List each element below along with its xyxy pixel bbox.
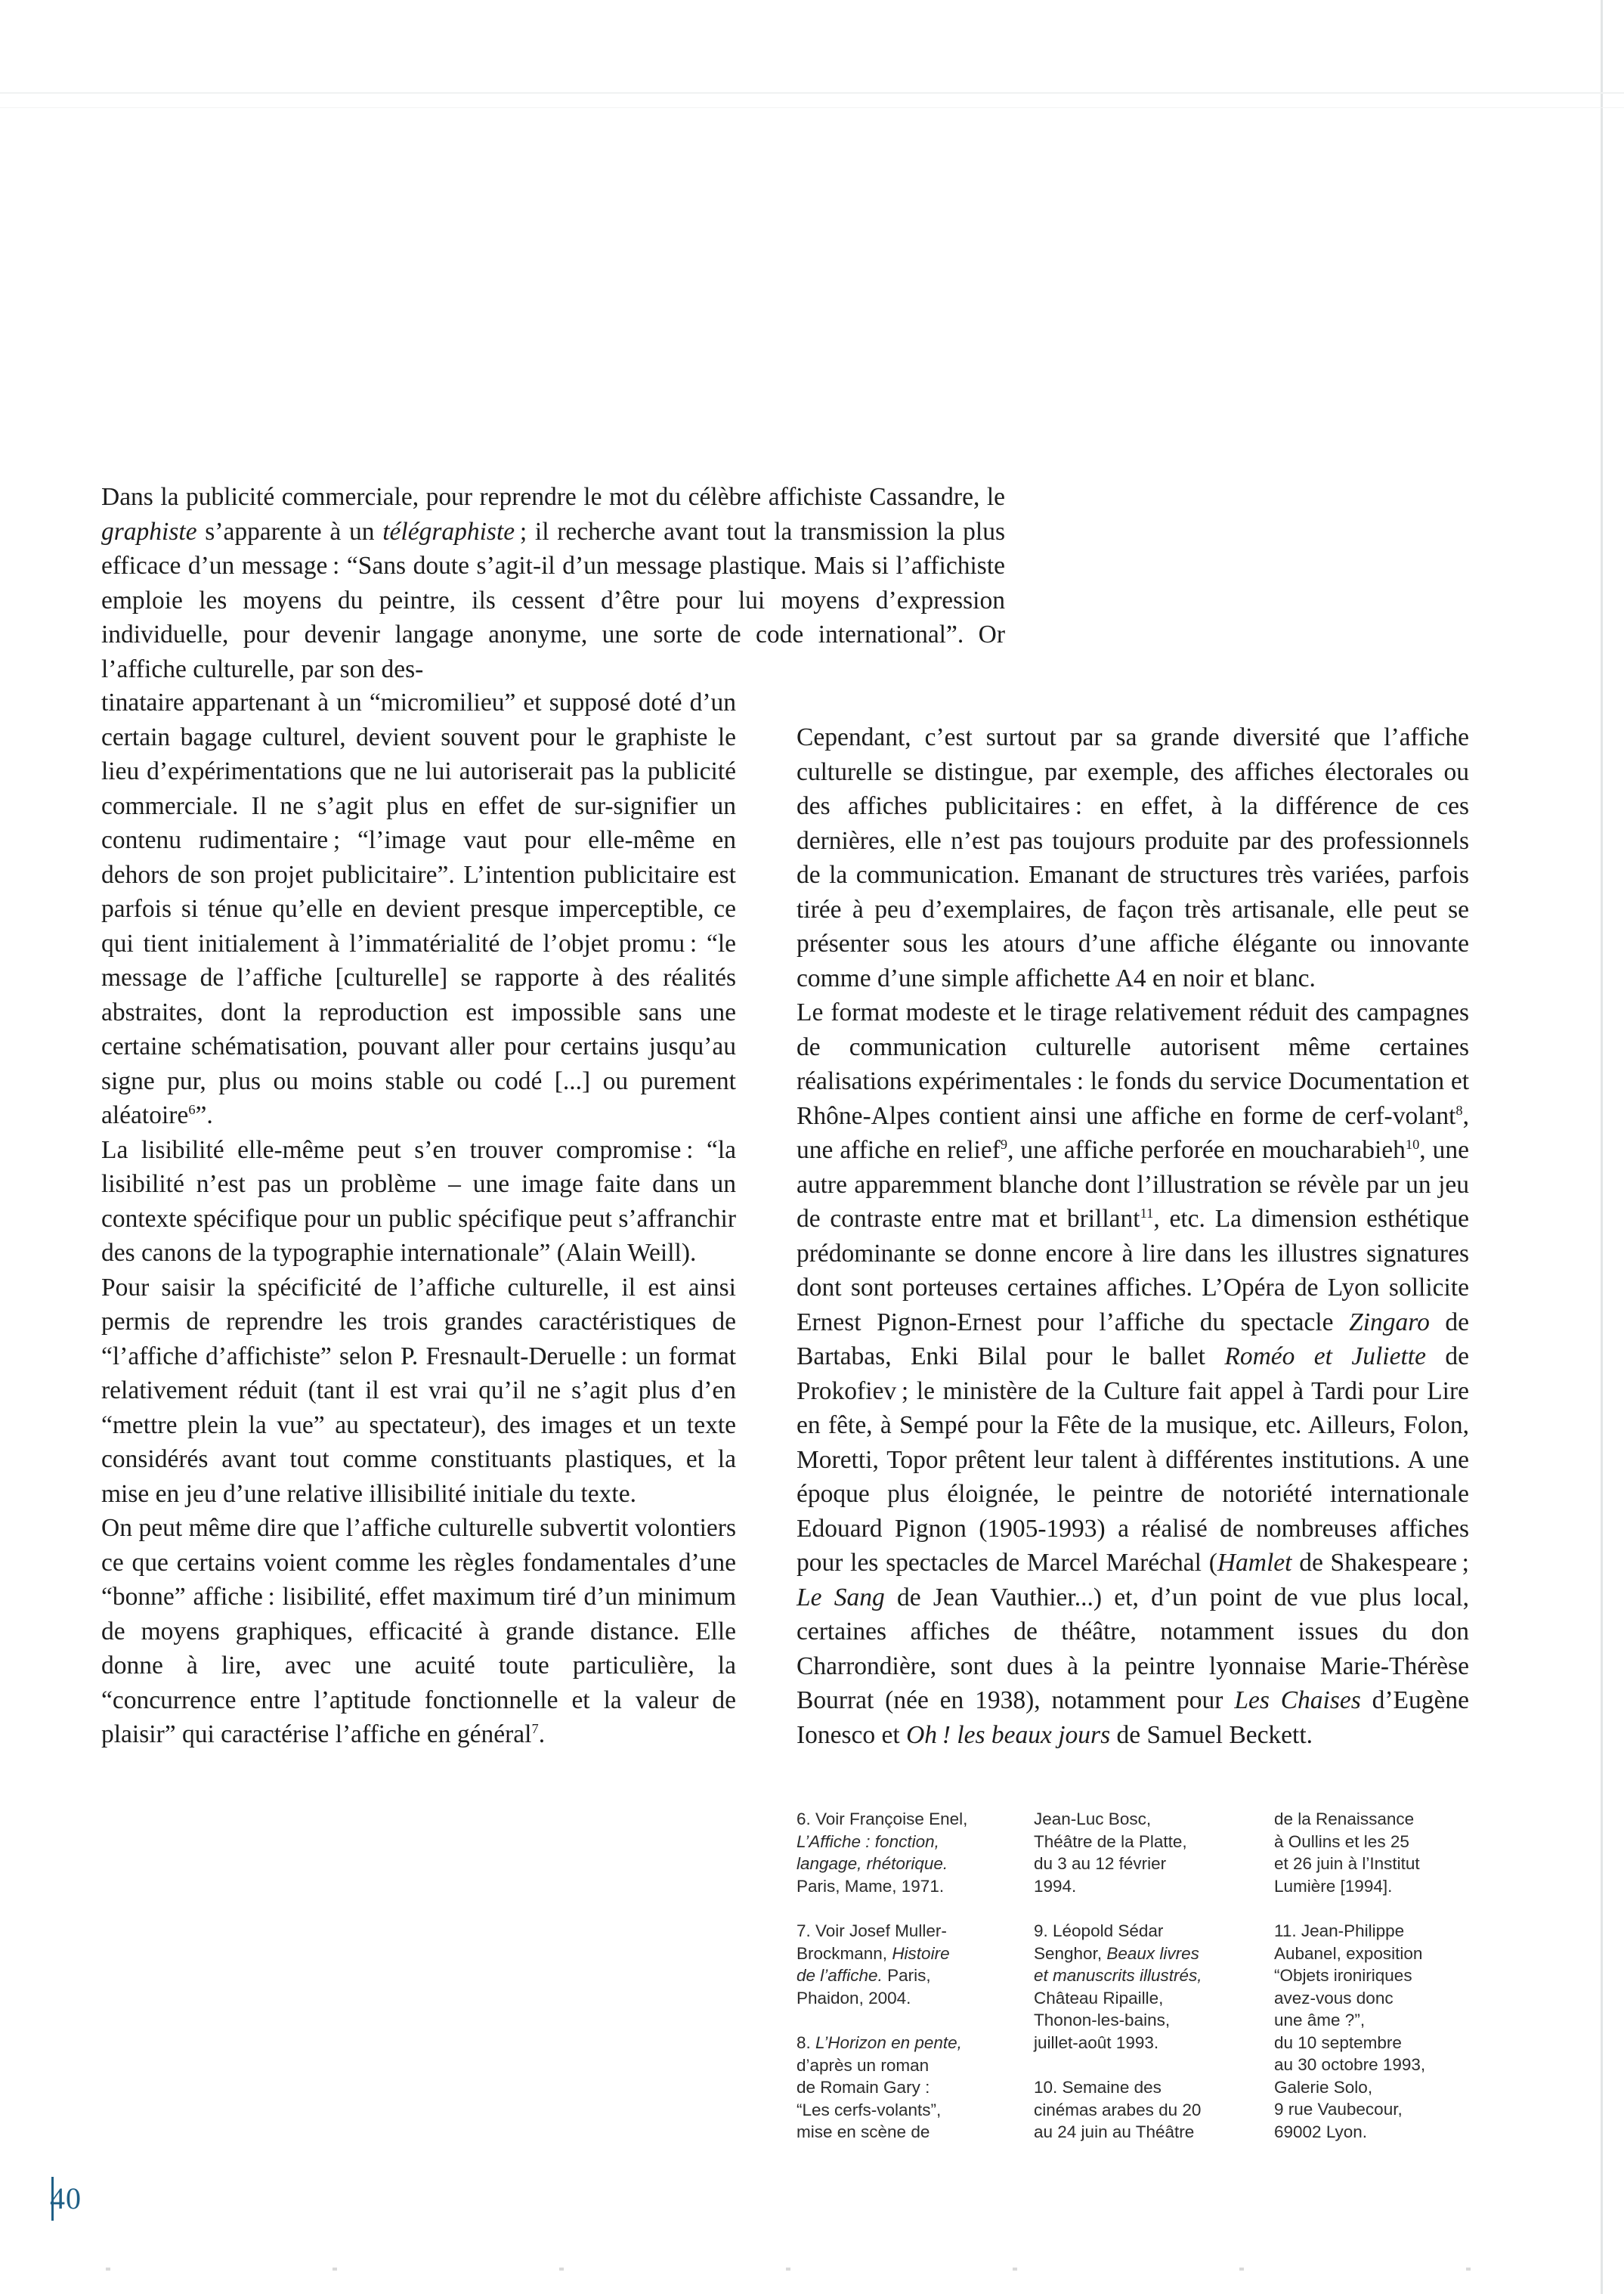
footnote-6: 6. Voir Françoise Enel, L’Affiche : fonction, langage, rhétorique. Paris, Mame, 1971. [797, 1810, 968, 1896]
footnote-9: 9. Léopold Sédar Senghor, Beaux livres et manuscrits illustrés, Château Ripaille, Thonon-les-bains, juillet-août 1993. [1034, 1921, 1202, 2052]
footnote-8: 8. L’Horizon en pente, d’après un roman de Romain Gary : “Les cerfs-volants”, mise en scène de [797, 2033, 962, 2141]
footnote-11: 11. Jean-Philippe Aubanel, exposition “Objets ironiriques avez-vous donc une âme ?”, du 10 septembre au 30 octobre 1993, Galerie Solo, 9 rue Vaubecour, 69002 Lyon. [1274, 1921, 1426, 2141]
footnotes-column-2 [1034, 1808, 1253, 2144]
footnote-10-continued: de la Renaissance à Oullins et les 25 et 26 juin à l’Institut Lumière [1994]. [1274, 1810, 1420, 1896]
footnote-8-continued: Jean-Luc Bosc, Théâtre de la Platte, du 3 au 12 février 1994. [1034, 1810, 1187, 1896]
footnotes-column-1 [797, 1808, 1016, 2144]
footnotes-column-3 [1274, 1808, 1501, 2143]
right-column-text: Cependant, c’est surtout par sa grande diversité que l’affiche culturelle se distingue, par exemple, des affiches électorales ou des affiches publicitaires : en effet, à la différence de ces dernières, elle n’est pas toujours produite par des professionnels de la communication. Emanant de structures très variées, parfois tirée à peu d’exemplaires, de façon très artisanale, elle peut se présenter sous les atours d’une affiche élégante ou innovante comme d’une simple affichette A4 en noir et blanc. Le format modeste et le tirage relativement réduit des campagnes de communication culturelle autorisent même certaines réalisations expérimentales : le fonds du service Documentation et Rhône-Alpes contient ainsi une affiche en forme de cerf-volant$^8$, une affiche en relief$^9$, une affiche perforée en moucharabieh$^{10}$, une autre apparemment blanche dont l’illustration se révèle par un jeu de contraste entre mat et brillant$^{11}$, etc. La dimension esthétique prédominante se donne encore à lire dans les illustres signatures dont sont porteuses certaines affiches. L’Opéra de Lyon sollicite Ernest Pignon-Ernest pour l’affiche du spectacle Zingaro de Bartabas, Enki Bilal pour le ballet Roméo et Juliette de Prokofiev ; le ministère de la Culture fait appel à Tardi pour Lire en fête, à Sempé pour la Fête de la musique, etc. Ailleurs, Folon, Moretti, Topor prêtent leur talent à différentes institutions. A une époque plus éloignée, le peintre de notoriété internationale Edouard Pignon (1905-1993) a réalisé de nombreuses affiches pour les spectacles de Marcel Maréchal (Hamlet de Shakespeare ; Le Sang de Jean Vauthier...) et, d’un point de vue plus local, certaines affiches de théâtre, notamment issues du don Charrondière, sont dues à la peintre lyonnaise Marie-Thérèse Bourrat (née en 1938), notamment pour Les Chaises d’Eugène Ionesco et Oh ! les beaux jours de Samuel Beckett. [797, 723, 1470, 1749]
footnote-10: 10. Semaine des cinémas arabes du 20 au 24 juin au Théâtre [1034, 2078, 1202, 2141]
intro-paragraph: Dans la publicité commerciale, pour reprendre le mot du célèbre affichiste Cassandre, le graphiste s’apparente à un télégraphiste ; il recherche avant tout la transmission la plus efficace d’un message : “Sans doute s’agit-il d’un message plastique. Mais si l’affichiste emploie les moyens du peintre, ils cessent d’être pour lui moyens d’expression individuelle, pour devenir langage anonyme, une sorte de code international”. Or l’affiche culturelle, par son des- [101, 483, 1005, 683]
page-number: 40 [50, 2181, 82, 2215]
footnote-7: 7. Voir Josef Muller- Brockmann, Histoire de l’affiche. Paris, Phaidon, 2004. [797, 1921, 950, 2008]
scan-rule-secondary [0, 107, 1624, 108]
left-column-text: tinataire appartenant à un “micromilieu” et supposé doté d’un certain bagage culturel, devient souvent pour le graphiste le lieu d’expérimentations que ne lui autoriserait pas la publicité commerciale. Il ne s’agit plus en effet de sur-signifier un contenu rudimentaire ; “l’image vaut pour elle-même en dehors de son projet publicitaire”. L’intention publicitaire est parfois si ténue qu’elle en devient presque imperceptible, ce qui tient initialement à l’immatérialité de l’objet promu : “le message de l’affiche [culturelle] se rapporte à des réalités abstraites, dont la reproduction est impossible sans une certaine schématisation, pouvant aller pour certains jusqu’au signe pur, plus ou moins stable ou codé [...] ou purement aléatoire$^6$”. La lisibilité elle-même peut s’en trouver compromise : “la lisibilité n’est pas un problème – une image faite dans un contexte spécifique pour un public spécifique peut s’affranchir des canons de la typographie internationale” (Alain Weill). Pour saisir la spécificité de l’affiche culturelle, il est ainsi permis de reprendre les trois grandes caractéristiques de “l’affiche d’affichiste” selon P. Fresnault-Deruelle : un format relativement réduit (tant il est vrai qu’il ne s’agit plus d’en “mettre plein la vue” au spectateur), des images et un texte considérés avant tout comme constituants plastiques, et la mise en jeu d’une relative illisibilité initiale du texte. On peut même dire que l’affiche culturelle subvertit volontiers ce que certains voient comme les règles fondamentales d’une “bonne” affiche : lisibilité, effet maximum tiré d’un minimum de moyens graphiques, efficacité à grande distance. Elle donne à lire, avec une acuité toute particulière, la “concurrence entre l’aptitude fonctionnelle et la valeur de plaisir” qui caractérise l’affiche en général$^7$. [101, 689, 736, 1748]
scan-specks [0, 2268, 1624, 2271]
page-edge-line [1601, 0, 1603, 2294]
scan-rule [0, 92, 1624, 94]
